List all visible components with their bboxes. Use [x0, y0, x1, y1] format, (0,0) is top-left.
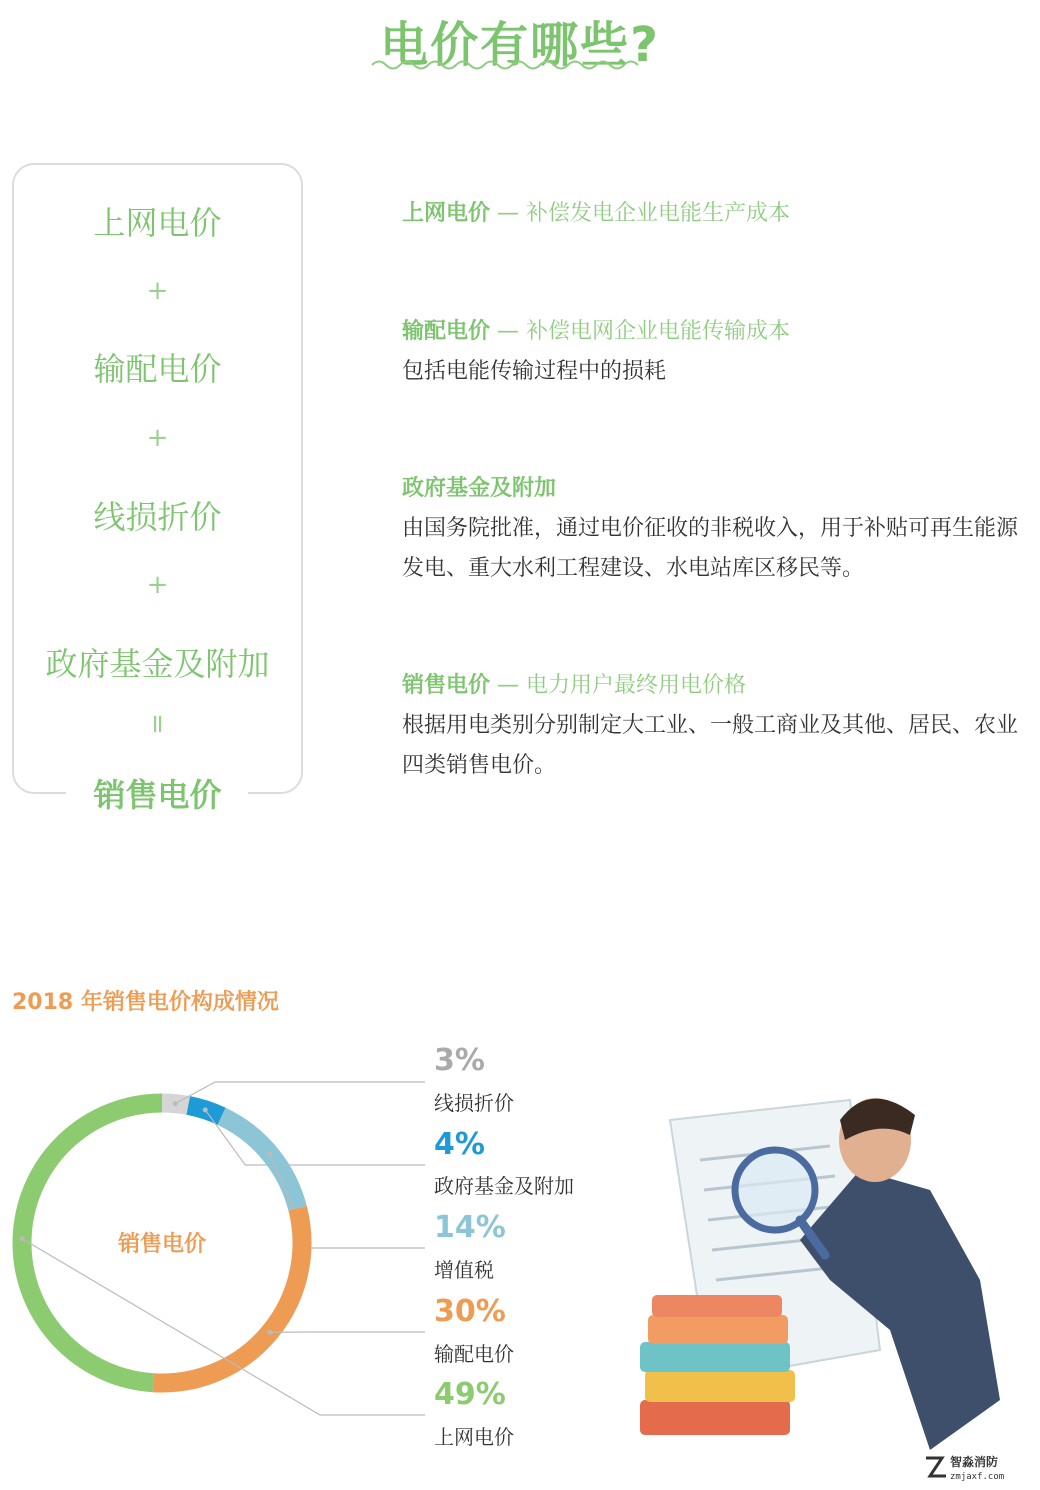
legend-label-line-loss: 线损折价 [434, 1091, 514, 1115]
definition-text: 根据用电类别分别制定大工业、一般工商业及其他、居民、农业四类销售电价。 [402, 713, 1019, 778]
svg-text:zmjaxf.com: zmjaxf.com [950, 1472, 1005, 1482]
definition-dash: — [497, 673, 520, 698]
legend-label-grid-price: 上网电价 [434, 1425, 514, 1449]
legend-label-transmission: 输配电价 [434, 1342, 514, 1366]
leader-line [175, 1082, 425, 1104]
definition-key: 上网电价 [402, 201, 491, 226]
formula-item-line-loss: 线损折价 [93, 498, 222, 536]
formula-item-transmission-price: 输配电价 [93, 350, 222, 388]
definition-dash: — [497, 201, 520, 226]
plus-sign: + [146, 423, 169, 453]
legend-value-grid-price: 49% [434, 1377, 506, 1412]
definition-key: 政府基金及附加 [402, 476, 557, 501]
formula-result: 销售电价 [93, 776, 222, 814]
plus-sign: + [146, 570, 169, 600]
legend-label-gov-fund: 政府基金及附加 [434, 1174, 574, 1198]
definition-text: 包括电能传输过程中的损耗 [402, 359, 667, 384]
definition-key: 输配电价 [402, 319, 491, 344]
legend-value-line-loss: 3% [434, 1043, 485, 1078]
definition-desc: 补偿电网企业电能传输成本 [526, 319, 791, 344]
legend-value-transmission: 30% [434, 1294, 506, 1329]
plus-sign: + [146, 276, 169, 306]
slice-vat [222, 1116, 298, 1208]
legend-value-vat: 14% [434, 1210, 506, 1245]
definition-dash: — [497, 319, 520, 344]
leader-dot [267, 1151, 272, 1156]
chart-title: 2018 年销售电价构成情况 [12, 990, 279, 1015]
svg-text:智淼消防: 智淼消防 [950, 1455, 999, 1469]
reading-man-illustration [630, 1080, 1030, 1460]
leader-line [22, 1239, 425, 1415]
donut-center-label: 销售电价 [117, 1232, 207, 1257]
definition-text: 由国务院批准，通过电价征收的非税收入，用于补贴可再生能源发电、重大水利工程建设、水电站库区移民等。 [402, 516, 1019, 581]
definition-desc: 电力用户最终用电价格 [526, 673, 747, 698]
leader-dot [20, 1236, 25, 1241]
books-illustration [640, 1295, 795, 1435]
page-title: 电价有哪些? [380, 17, 660, 73]
leader-dot [173, 1101, 178, 1106]
formula-item-grid-price: 上网电价 [93, 204, 222, 242]
formula-item-gov-fund: 政府基金及附加 [45, 645, 270, 683]
legend-label-vat: 增值税 [434, 1258, 494, 1282]
legend-value-gov-fund: 4% [434, 1127, 485, 1162]
equals-sign: = [142, 713, 173, 735]
leader-dot [203, 1107, 208, 1112]
watermark-logo [920, 1450, 1026, 1484]
leader-dot [267, 1330, 272, 1335]
definition-desc: 补偿发电企业电能生产成本 [526, 201, 791, 226]
definition-key: 销售电价 [402, 673, 491, 698]
